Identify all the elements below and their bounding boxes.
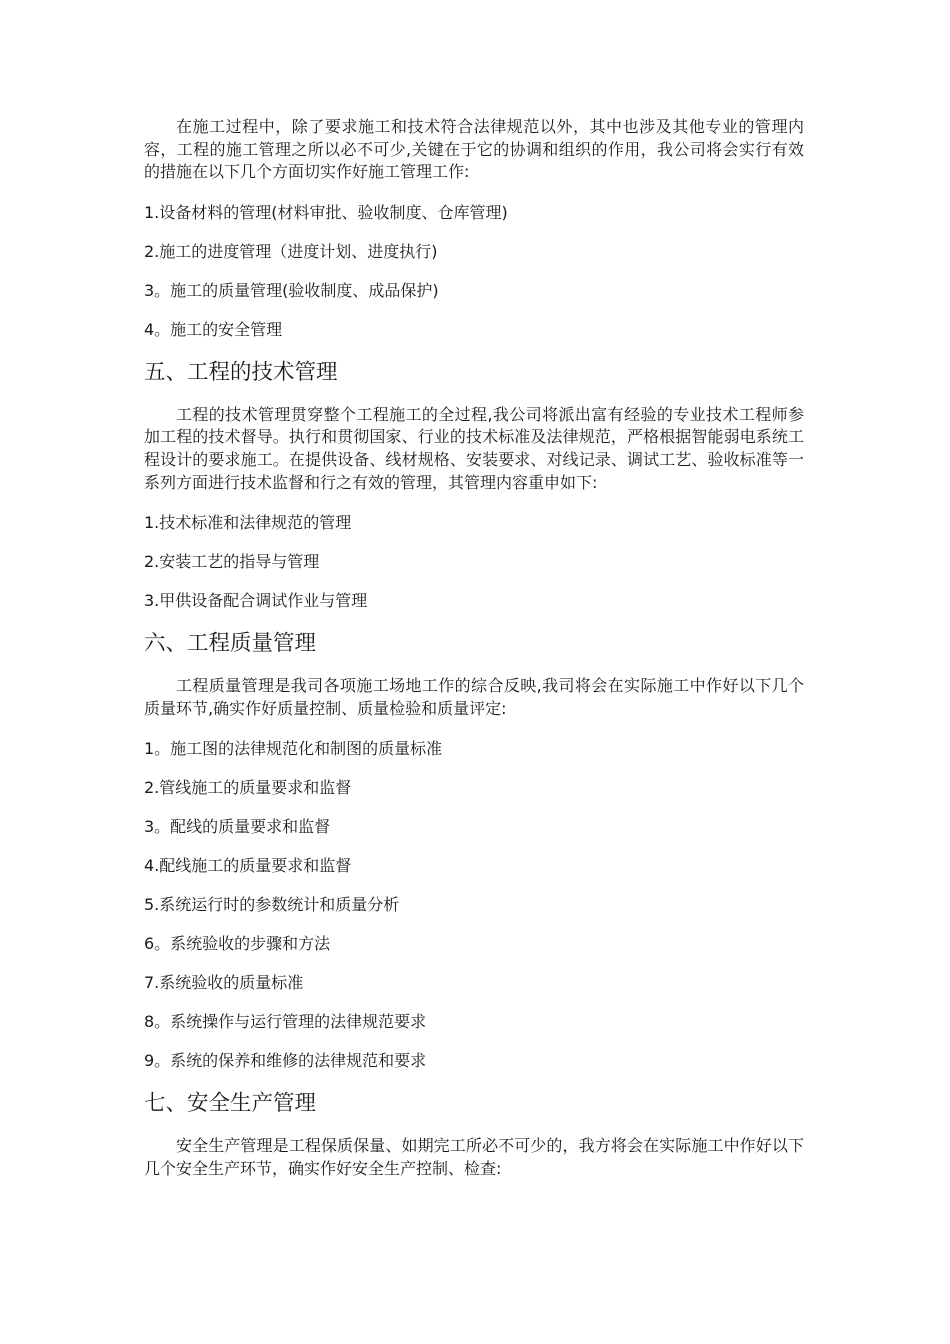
technical-paragraph: 工程的技术管理贯穿整个工程施工的全过程,我公司将派出富有经验的专业技术工程师参加工程的技术督导。执行和贯彻国家、行业的技术标准及法律规范，严格根据智能弱电系统工程设计的要求施工。在提供设备、线材规格、安装要求、对线记录、调试工艺、验收标准等一系列方面进行技术监督和行之有效的管理，其管理内容重申如下: [144,404,804,492]
list-item: 8。系统操作与运行管理的法律规范要求 [144,1012,427,1032]
list-item: 1。施工图的法律规范化和制图的质量标准 [144,739,443,759]
list-item: 6。系统验收的步骤和方法 [144,934,331,954]
section-heading-technical: 五、工程的技术管理 [144,359,338,385]
list-item: 5.系统运行时的参数统计和质量分析 [144,895,400,915]
list-item: 2.安装工艺的指导与管理 [144,552,320,572]
section-heading-quality: 六、工程质量管理 [144,631,317,657]
document-body [144,116,804,1199]
list-item: 3。配线的质量要求和监督 [144,817,331,837]
list-item: 7.系统验收的质量标准 [144,973,304,993]
list-item: 2.施工的进度管理（进度计划、进度执行) [144,241,438,261]
section-heading-safety: 七、安全生产管理 [144,1091,317,1117]
list-item: 2.管线施工的质量要求和监督 [144,778,352,798]
list-item: 3。施工的质量管理(验收制度、成品保护) [144,280,439,300]
list-item: 9。系统的保养和维修的法律规范和要求 [144,1051,427,1071]
list-item: 1.设备材料的管理(材料审批、验收制度、仓库管理) [144,202,508,222]
quality-paragraph: 工程质量管理是我司各项施工场地工作的综合反映,我司将会在实际施工中作好以下几个质量环节,确实作好质量控制、质量检验和质量评定: [144,676,804,718]
intro-paragraph: 在施工过程中，除了要求施工和技术符合法律规范以外，其中也涉及其他专业的管理内容，工程的施工管理之所以必不可少,关键在于它的协调和组织的作用，我公司将会实行有效的措施在以下几个方面切实作好施工管理工作: [144,117,804,182]
list-item: 3.甲供设备配合调试作业与管理 [144,591,368,611]
list-item: 4。施工的安全管理 [144,319,283,339]
list-item: 1.技术标准和法律规范的管理 [144,513,352,533]
safety-paragraph: 安全生产管理是工程保质保量、如期完工所必不可少的，我方将会在实际施工中作好以下几个安全生产环节，确实作好安全生产控制、检查: [144,1136,804,1178]
list-item: 4.配线施工的质量要求和监督 [144,856,352,876]
